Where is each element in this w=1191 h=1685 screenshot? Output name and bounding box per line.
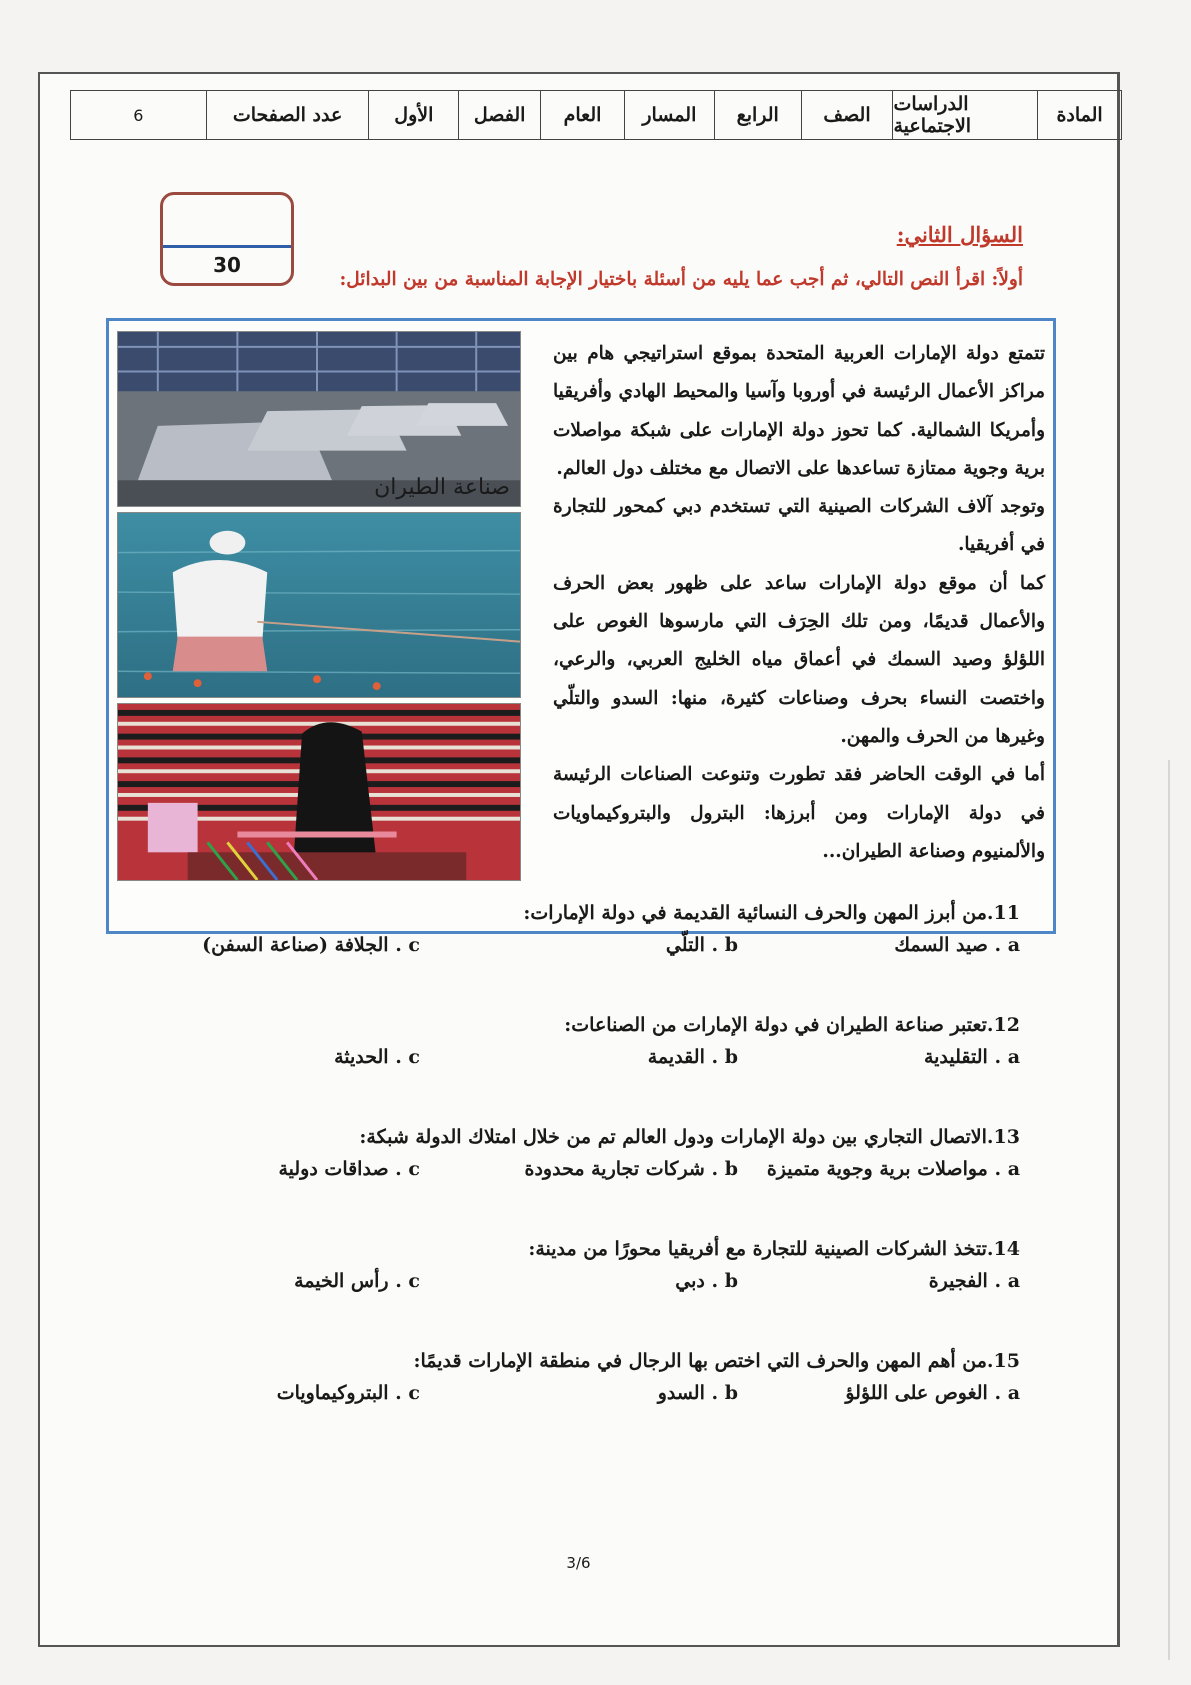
option-b[interactable]: b . دبي [675, 1270, 738, 1292]
question-11 [130, 902, 1020, 968]
passage-paragraph-3: كما أن موقع دولة الإمارات ساعد على ظهور بعض الحرف والأعمال قديمًا، ومن تلك الحِرَف التي مارسوها الغوص على اللؤلؤ وصيد السمك في أعماق مياه الخليج العربي، والرعي، واختصت النساء بحرف وصناعات كثيرة، منها: السدو والتلّي وغيرها من الحرف والمهن. [553, 572, 1045, 747]
option-b[interactable]: b . شركات تجارية محدودة [524, 1158, 738, 1180]
question-14 [130, 1238, 1020, 1304]
question-11-options [130, 934, 1020, 968]
question-15-options [130, 1382, 1020, 1416]
aviation-image-caption: صناعة الطيران [374, 475, 510, 500]
passage-paragraph-1: تتمتع دولة الإمارات العربية المتحدة بموقع استراتيجي هام بين مراكز الأعمال الرئيسة في أوروبا وآسيا والمحيط الهادي وأفريقيا وأمريكا الشمالية. كما تحوز دولة الإمارات على شبكة مواصلات برية وجوية ممتازة تساعدها على الاتصال مع مختلف دول العالم. [553, 343, 1045, 479]
passage-text [553, 335, 1045, 871]
question-15-stem: 15.من أهم المهن والحرف التي اختص بها الرجال في منطقة الإمارات قديمًا: [413, 1350, 1020, 1372]
grade-value: الرابع [714, 91, 801, 139]
exam-page [38, 72, 1120, 1647]
option-a[interactable]: a . التقليدية [923, 1046, 1020, 1068]
passage-paragraph-2: وتوجد آلاف الشركات الصينية التي تستخدم دبي كمحور للتجارة في أفريقيا. [553, 496, 1045, 556]
term-label: الفصل [458, 91, 540, 139]
pages-label: عدد الصفحات [206, 91, 369, 139]
question-13-options [130, 1158, 1020, 1192]
reading-passage-box [106, 318, 1056, 934]
question-12-stem: 12.تعتبر صناعة الطيران في دولة الإمارات من الصناعات: [564, 1014, 1020, 1036]
track-label: المسار [624, 91, 714, 139]
option-c[interactable]: c . رأس الخيمة [294, 1270, 420, 1292]
option-b[interactable]: b . السدو [657, 1382, 738, 1404]
question-12-options [130, 1046, 1020, 1080]
option-a[interactable]: a . الفجيرة [928, 1270, 1020, 1292]
option-a[interactable]: a . مواصلات برية وجوية متميزة [766, 1158, 1020, 1180]
track-value: العام [540, 91, 624, 139]
option-c[interactable]: c . الحديثة [334, 1046, 420, 1068]
question-12 [130, 1014, 1020, 1080]
term-value: الأول [368, 91, 458, 139]
grade-label: الصف [801, 91, 893, 139]
option-b[interactable]: b . التلّي [665, 934, 738, 956]
question-14-options [130, 1270, 1020, 1304]
question-13 [130, 1126, 1020, 1192]
option-c[interactable]: c . الجلافة (صناعة السفن) [202, 934, 420, 956]
score-divider [163, 245, 291, 248]
option-a[interactable]: a . الغوص على اللؤلؤ [845, 1382, 1020, 1404]
question-15 [130, 1350, 1020, 1416]
sadu-weaving-image [117, 703, 521, 881]
question-11-stem: 11.من أبرز المهن والحرف النسائية القديمة في دولة الإمارات: [523, 902, 1020, 924]
header-table [70, 90, 1122, 140]
question-13-stem: 13.الاتصال التجاري بين دولة الإمارات ودول العالم تم من خلال امتلاك الدولة شبكة: [359, 1126, 1020, 1148]
question-title: السؤال الثاني: [896, 222, 1023, 247]
passage-paragraph-4: أما في الوقت الحاضر فقد تطورت وتنوعت الصناعات الرئيسة في دولة الإمارات ومن أبرزها: البترول والبتروكيماويات والألمنيوم وصناعة الطيران... [553, 764, 1045, 862]
subject-value: الدراسات الاجتماعية [892, 91, 1037, 139]
scan-edge-mark [1168, 760, 1170, 1660]
pages-value: 6 [133, 105, 144, 125]
subject-label: المادة [1037, 91, 1121, 139]
question-instruction: أولاً: اقرأ النص التالي، ثم أجب عما يليه من أسئلة باختيار الإجابة المناسبة من بين البدائل: [339, 269, 1023, 290]
page-number: 3/6 [566, 1554, 591, 1572]
option-c[interactable]: c . صداقات دولية [278, 1158, 420, 1180]
fishing-image [117, 512, 521, 698]
aviation-industry-image [117, 331, 521, 507]
option-a[interactable]: a . صيد السمك [894, 934, 1020, 956]
question-14-stem: 14.تتخذ الشركات الصينية للتجارة مع أفريقيا محورًا من مدينة: [528, 1238, 1020, 1260]
score-value: 30 [213, 253, 241, 277]
option-c[interactable]: c . البتروكيماويات [276, 1382, 420, 1404]
option-b[interactable]: b . القديمة [647, 1046, 738, 1068]
